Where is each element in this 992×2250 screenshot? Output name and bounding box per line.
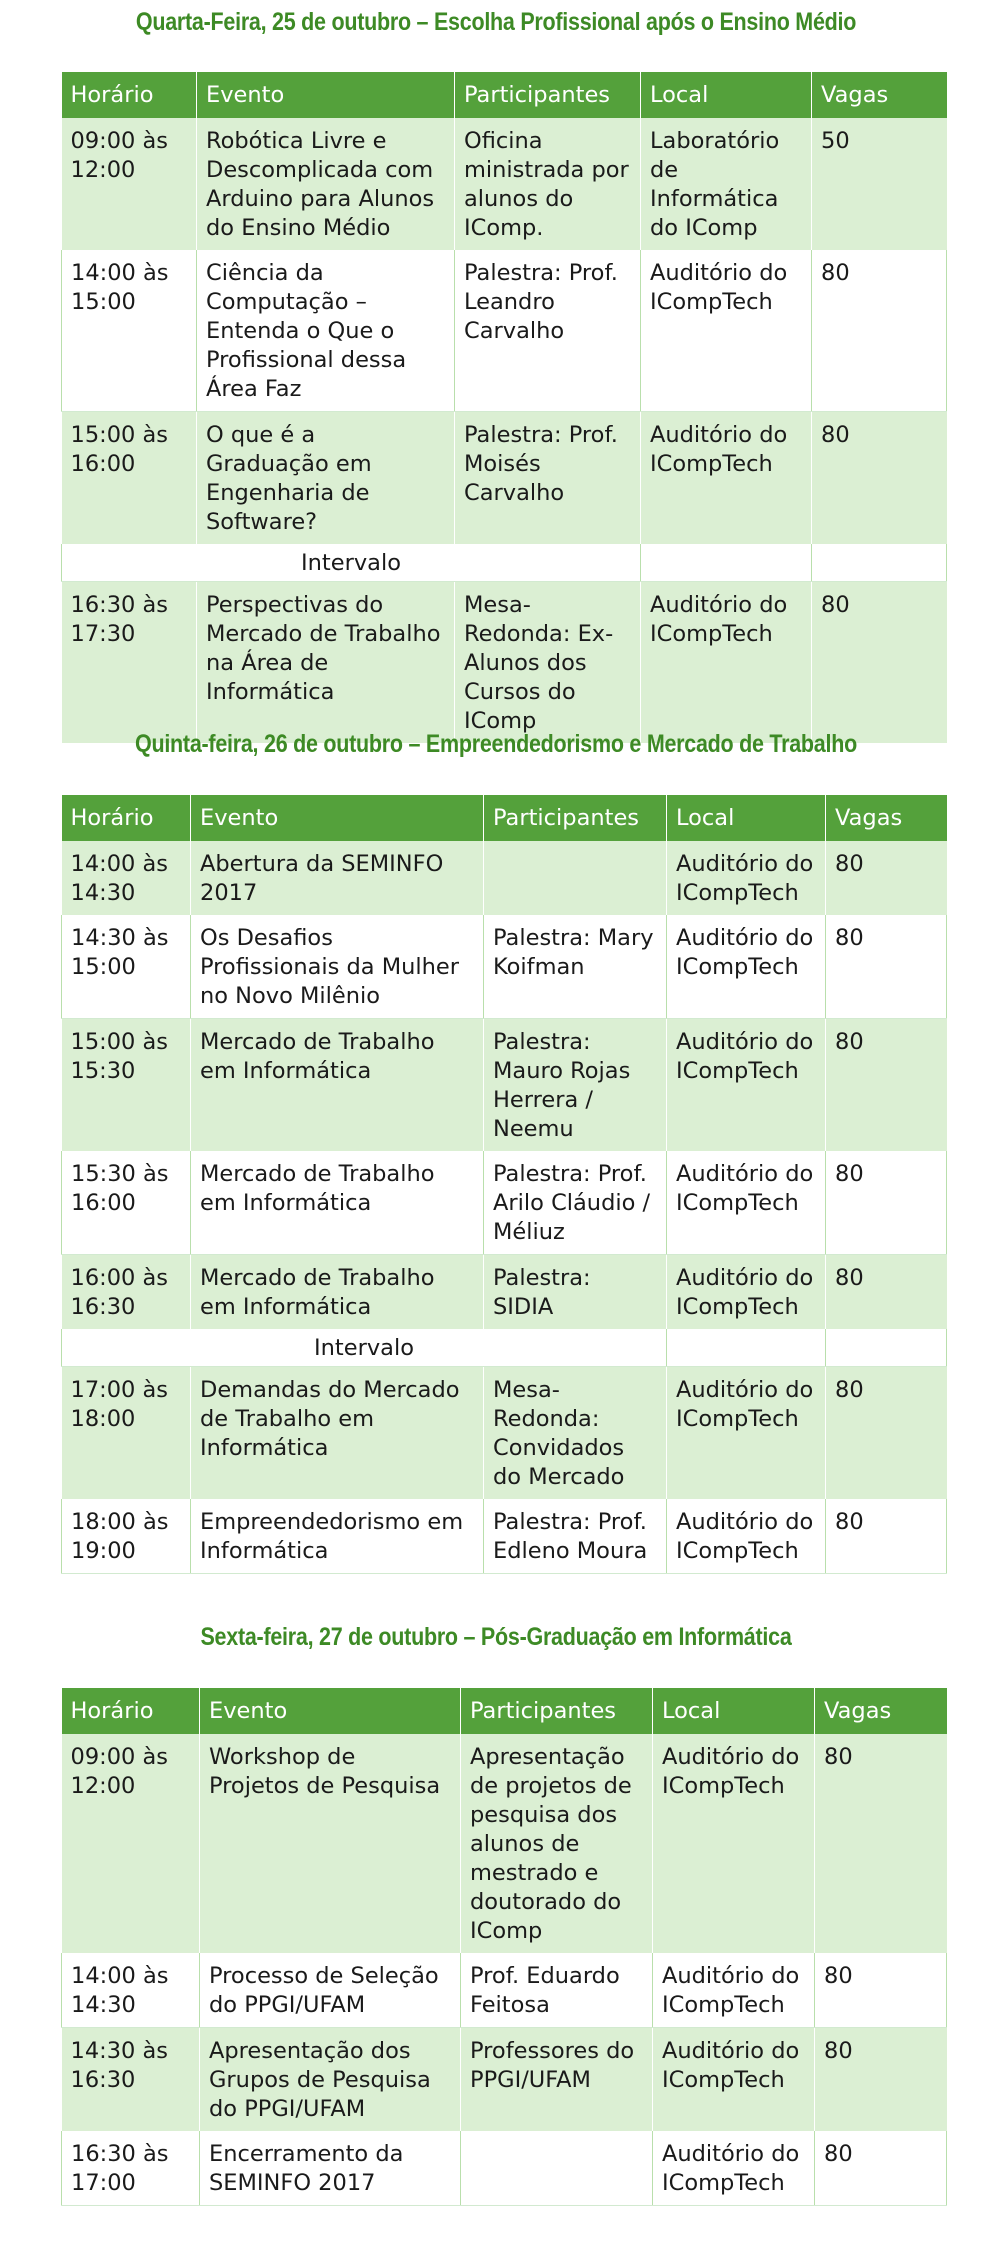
- cell-vagas: 80: [826, 841, 947, 915]
- cell-vagas: 80: [815, 1734, 947, 1953]
- cell-horario: 17:00 às 18:00: [62, 1367, 191, 1500]
- cell-participantes: Mesa-Redonda: Convidados do Mercado: [484, 1367, 667, 1500]
- header-horario: Horário: [62, 1688, 200, 1734]
- cell-evento: Mercado de Trabalho em Informática: [191, 1019, 484, 1152]
- cell-empty: [812, 544, 947, 582]
- table-row: [62, 915, 947, 1019]
- cell-participantes: Prof. Eduardo Feitosa: [461, 1953, 653, 2028]
- table-row: [62, 1019, 947, 1152]
- cell-vagas: 80: [826, 1367, 947, 1500]
- cell-evento: Abertura da SEMINFO 2017: [191, 841, 484, 915]
- header-evento: Evento: [191, 795, 484, 841]
- table-row: [62, 1151, 947, 1255]
- cell-evento: O que é a Graduação em Engenharia de Software?: [197, 412, 455, 545]
- cell-participantes: Oficina ministrada por alunos do IComp.: [455, 118, 641, 250]
- cell-horario: 14:00 às 15:00: [62, 250, 197, 412]
- break-row: [62, 1329, 947, 1367]
- cell-local: Auditório do ICompTech: [641, 412, 812, 545]
- cell-vagas: 80: [826, 1151, 947, 1255]
- cell-vagas: 80: [815, 2131, 947, 2206]
- cell-vagas: 80: [812, 250, 947, 412]
- cell-local: Auditório do ICompTech: [653, 2131, 815, 2206]
- cell-participantes: [461, 2131, 653, 2206]
- break-label: Intervalo: [62, 1329, 667, 1367]
- cell-participantes: Mesa-Redonda: Ex-Alunos dos Cursos do IComp: [455, 582, 641, 744]
- cell-horario: 14:00 às 14:30: [62, 1953, 200, 2028]
- table-row: [62, 841, 947, 915]
- header-horario: Horário: [62, 795, 191, 841]
- cell-evento: Robótica Livre e Descomplicada com Arduino para Alunos do Ensino Médio: [197, 118, 455, 250]
- cell-evento: Mercado de Trabalho em Informática: [191, 1255, 484, 1330]
- cell-participantes: Professores do PPGI/UFAM: [461, 2028, 653, 2132]
- cell-local: Auditório do ICompTech: [667, 1367, 826, 1500]
- header-vagas: Vagas: [826, 795, 947, 841]
- table-row: [62, 2028, 947, 2132]
- table-row: [62, 250, 947, 412]
- table-row: [62, 582, 947, 744]
- schedule-table: [61, 1688, 947, 2206]
- cell-evento: Os Desafios Profissionais da Mulher no Novo Milênio: [191, 915, 484, 1019]
- cell-empty: [667, 1329, 826, 1367]
- table-header-row: [62, 1688, 947, 1734]
- cell-evento: Perspectivas do Mercado de Trabalho na Área de Informática: [197, 582, 455, 744]
- table-row: [62, 1367, 947, 1500]
- cell-participantes: Apresentação de projetos de pesquisa dos alunos de mestrado e doutorado do IComp: [461, 1734, 653, 1953]
- cell-vagas: 80: [826, 1499, 947, 1574]
- cell-vagas: 50: [812, 118, 947, 250]
- cell-empty: [826, 1329, 947, 1367]
- cell-local: Auditório do ICompTech: [667, 1255, 826, 1330]
- table-row: [62, 1734, 947, 1953]
- cell-horario: 14:00 às 14:30: [62, 841, 191, 915]
- cell-local: Auditório do ICompTech: [641, 582, 812, 744]
- table-row: [62, 1953, 947, 2028]
- cell-local: Auditório do ICompTech: [641, 250, 812, 412]
- cell-vagas: 80: [826, 915, 947, 1019]
- header-participantes: Participantes: [484, 795, 667, 841]
- cell-local: Auditório do ICompTech: [667, 1499, 826, 1574]
- cell-vagas: 80: [812, 412, 947, 545]
- cell-participantes: [484, 841, 667, 915]
- header-participantes: Participantes: [455, 72, 641, 118]
- cell-evento: Empreendedorismo em Informática: [191, 1499, 484, 1574]
- cell-participantes: Palestra: Mauro Rojas Herrera / Neemu: [484, 1019, 667, 1152]
- header-horario: Horário: [62, 72, 197, 118]
- table-row: [62, 2131, 947, 2206]
- cell-horario: 14:30 às 16:30: [62, 2028, 200, 2132]
- header-vagas: Vagas: [815, 1688, 947, 1734]
- table-row: [62, 118, 947, 250]
- cell-evento: Demandas do Mercado de Trabalho em Informática: [191, 1367, 484, 1500]
- cell-local: Auditório do ICompTech: [667, 1151, 826, 1255]
- cell-horario: 09:00 às 12:00: [62, 118, 197, 250]
- table-header-row: [62, 72, 947, 118]
- header-participantes: Participantes: [461, 1688, 653, 1734]
- cell-horario: 15:00 às 15:30: [62, 1019, 191, 1152]
- header-local: Local: [653, 1688, 815, 1734]
- break-row: [62, 544, 947, 582]
- cell-horario: 18:00 às 19:00: [62, 1499, 191, 1574]
- cell-vagas: 80: [826, 1255, 947, 1330]
- cell-local: Auditório do ICompTech: [653, 2028, 815, 2132]
- table-row: [62, 1255, 947, 1330]
- cell-local: Laboratório de Informática do IComp: [641, 118, 812, 250]
- cell-horario: 15:30 às 16:00: [62, 1151, 191, 1255]
- cell-evento: Apresentação dos Grupos de Pesquisa do PPGI/UFAM: [200, 2028, 461, 2132]
- cell-local: Auditório do ICompTech: [667, 841, 826, 915]
- cell-horario: 14:30 às 15:00: [62, 915, 191, 1019]
- table-row: [62, 1499, 947, 1574]
- header-vagas: Vagas: [812, 72, 947, 118]
- header-local: Local: [667, 795, 826, 841]
- table-header-row: [62, 795, 947, 841]
- cell-participantes: Palestra: Mary Koifman: [484, 915, 667, 1019]
- day-title: Quinta-feira, 26 de outubro – Empreendedorismo e Mercado de Trabalho: [135, 730, 857, 758]
- cell-evento: Processo de Seleção do PPGI/UFAM: [200, 1953, 461, 2028]
- schedule-table: [61, 72, 947, 743]
- cell-local: Auditório do ICompTech: [653, 1734, 815, 1953]
- cell-vagas: 80: [812, 582, 947, 744]
- cell-horario: 15:00 às 16:00: [62, 412, 197, 545]
- cell-evento: Mercado de Trabalho em Informática: [191, 1151, 484, 1255]
- cell-local: Auditório do ICompTech: [653, 1953, 815, 2028]
- schedule-table: [61, 795, 947, 1574]
- cell-participantes: Palestra: Prof. Leandro Carvalho: [455, 250, 641, 412]
- cell-vagas: 80: [815, 2028, 947, 2132]
- cell-vagas: 80: [826, 1019, 947, 1152]
- cell-participantes: Palestra: Prof. Arilo Cláudio / Méliuz: [484, 1151, 667, 1255]
- cell-horario: 16:30 às 17:30: [62, 582, 197, 744]
- cell-horario: 16:30 às 17:00: [62, 2131, 200, 2206]
- day-title: Quarta-Feira, 25 de outubro – Escolha Profissional após o Ensino Médio: [135, 8, 857, 36]
- cell-evento: Workshop de Projetos de Pesquisa: [200, 1734, 461, 1953]
- cell-local: Auditório do ICompTech: [667, 1019, 826, 1152]
- cell-participantes: Palestra: Prof. Moisés Carvalho: [455, 412, 641, 545]
- day-title: Sexta-feira, 27 de outubro – Pós-Graduação em Informática: [200, 1623, 792, 1651]
- table-row: [62, 412, 947, 545]
- cell-empty: [641, 544, 812, 582]
- header-evento: Evento: [197, 72, 455, 118]
- header-evento: Evento: [200, 1688, 461, 1734]
- cell-participantes: Palestra: Prof. Edleno Moura: [484, 1499, 667, 1574]
- cell-evento: Encerramento da SEMINFO 2017: [200, 2131, 461, 2206]
- break-label: Intervalo: [62, 544, 641, 582]
- cell-vagas: 80: [815, 1953, 947, 2028]
- cell-local: Auditório do ICompTech: [667, 915, 826, 1019]
- cell-evento: Ciência da Computação – Entenda o Que o Profissional dessa Área Faz: [197, 250, 455, 412]
- cell-horario: 09:00 às 12:00: [62, 1734, 200, 1953]
- cell-participantes: Palestra: SIDIA: [484, 1255, 667, 1330]
- cell-horario: 16:00 às 16:30: [62, 1255, 191, 1330]
- header-local: Local: [641, 72, 812, 118]
